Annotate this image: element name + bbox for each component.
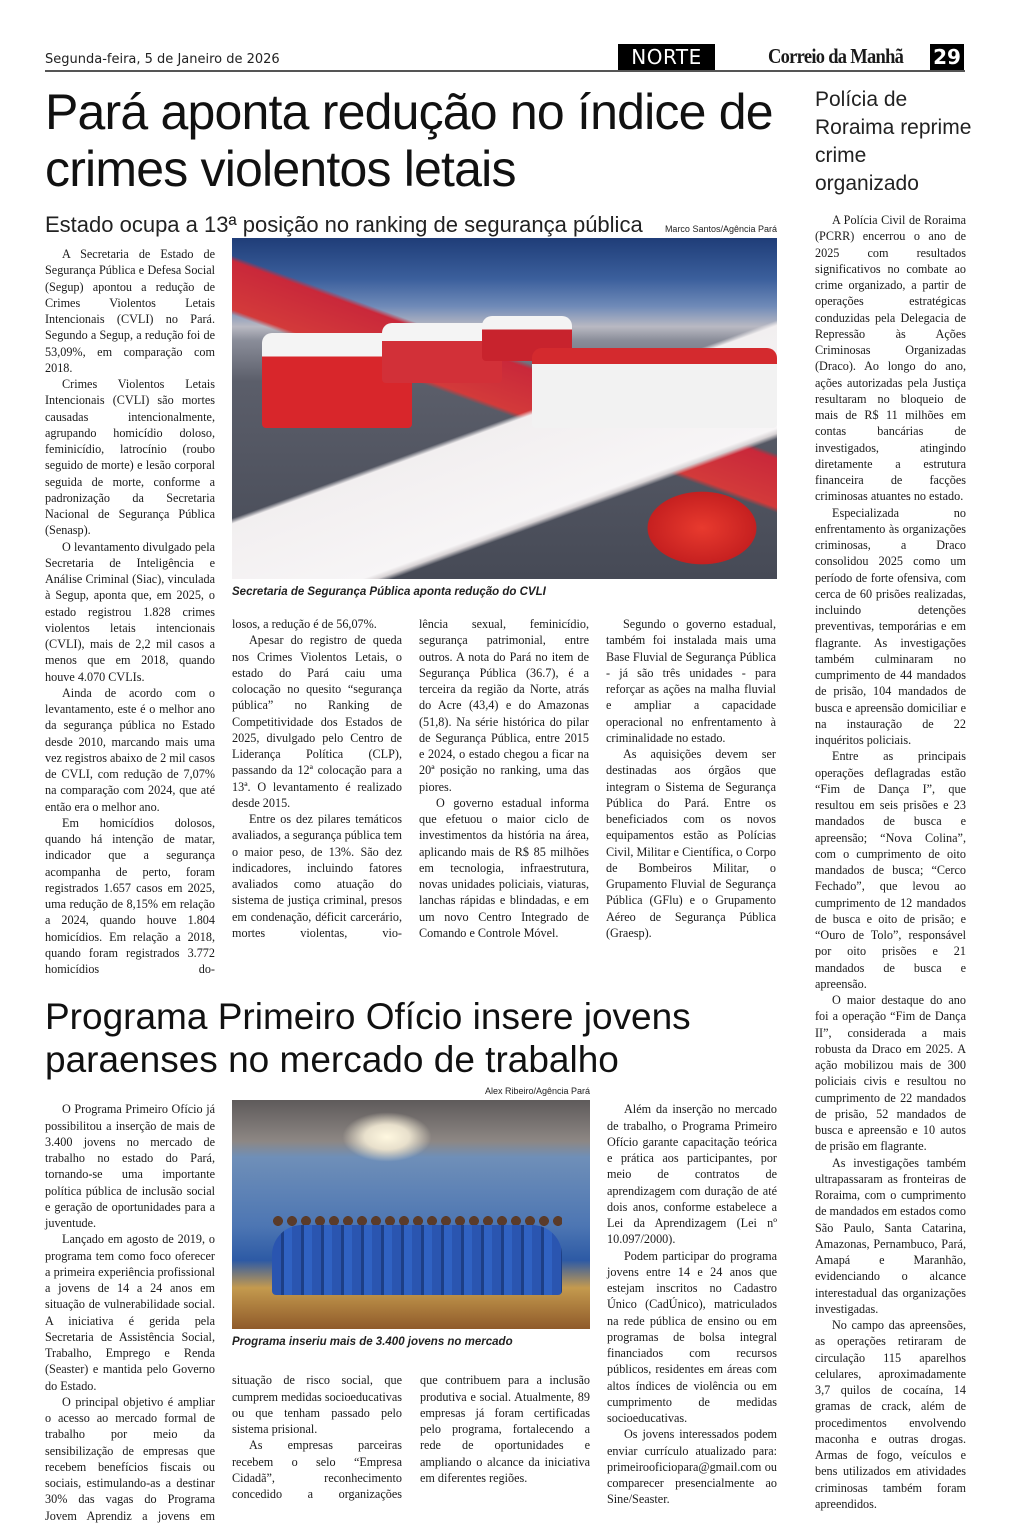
- article1-right-block: [232, 223, 777, 941]
- paragraph: O principal objetivo é ampliar o acesso ao mercado formal de trabalho por meio da sensibilização de empresas que recebem benefícios fiscais ou sociais, estimulando-as a destinar 30% das vagas do Programa Jovem Aprendiz a jovens em: [45, 1394, 215, 1523]
- article1-column-2: [232, 616, 402, 941]
- police-car-image: [532, 348, 777, 428]
- article2-body: [45, 1085, 790, 1524]
- paragraph: O Programa Primeiro Ofício já possibilitou a inserção de mais de 3.400 jovens no mercado de trabalho no estado do Pará, tornando-se uma importante política pública de inclusão social e geração de oportunidades para a juventude.: [45, 1102, 215, 1230]
- paragraph: Segundo o governo estadual, também foi instalada mais uma Base Fluvial de Segurança Pública - já são três unidades - para reforçar as ações na malha fluvial e ampliar a capacidade operacional no enfrentamento à criminalidade no estado.: [606, 617, 776, 745]
- chandelier-image: [342, 1112, 432, 1162]
- paragraph: Entre os dez pilares temáticos avaliados, a segurança pública tem o maior peso, de 13%. São dez indicadores, incluindo fatores avaliados como atuação do sistema de justiça criminal, presos em condenação, déficit carcerário, mortes violentas, vio-: [232, 812, 402, 940]
- paragraph: A Polícia Civil de Roraima (PCRR) encerrou o ano de 2025 com resultados significativos no combate ao crime organizado, a partir de operações estratégicas conduzidas pela Delegacia de Repressão às Ações Criminosas Organizadas (Draco). Ao longo do ano, ações autorizadas pela Justiça resultaram no bloqueio de mais de R$ 11 milhões em contas bancárias de investigados, atingindo diretamente a estrutura financeira de facções criminosas atuantes no estado.: [815, 213, 966, 504]
- paragraph: Além da inserção no mercado de trabalho, o Programa Primeiro Ofício garante capacitação teórica e prática aos participantes, por meio de contratos de aprendizagem com duração de até dois anos, conforme estabelece a Lei da Aprendizagem (Lei nº 10.097/2000).: [607, 1102, 777, 1247]
- paragraph: As investigações também ultrapassaram as fronteiras de Roraima, com o cumprimento de mandados em estados como São Paulo, Santa Catarina, Amazonas, Pernambuco, Pará, Amapá e Maranhão, evidenciando o alcance interestadual das organizações investigadas.: [815, 1155, 966, 1316]
- page-number: 29: [930, 44, 964, 70]
- paragraph: Podem participar do programa jovens entre 14 e 24 anos que estejam inscritos no Cadastro Único (CadÚnico), matriculados na rede pública de ensino ou em programas de bolsa integral financiados com recursos públicos, residentes em áreas com altos índices de violência ou em cumprimento de medidas socioeducativas.: [607, 1248, 777, 1425]
- sidebar: [815, 86, 972, 1512]
- paragraph: O governo estadual informa que efetuou o maior ciclo de investimentos da história na área, aplicando mais de R$ 85 milhões em tecnologia, infraestrutura, novas unidades policiais, viaturas, lanchas rápidas e blindadas, e em um novo Centro Integrado de Comando e Controle Móvel.: [419, 795, 589, 940]
- article1-subtitle: Estado ocupa a 13ª posição no ranking de segurança pública: [45, 212, 643, 237]
- article1-column-3: [419, 616, 589, 941]
- section-label: NORTE: [618, 44, 715, 70]
- article1-column-4: [606, 616, 776, 941]
- article2-lower-columns: [232, 1372, 590, 1502]
- paragraph: losos, a redução é de 56,07%.: [232, 617, 377, 631]
- group-people-image: [272, 1225, 562, 1295]
- paragraph: Especializada no enfrentamento às organizações criminosas, a Draco consolidou 2025 como um período de forte ofensiva, com cerca de 60 prisões realizadas, incluindo detenções preventivas, temporárias e em flagrante. As investigações também culminaram no cumprimento de 44 mandados de prisão, 104 mandados de busca e apreensão domiciliar e na instauração de 22 inquéritos policiais.: [815, 505, 966, 747]
- article2-photo-credit: Alex Ribeiro/Agência Pará: [484, 1086, 590, 1097]
- sidebar-headline: Polícia de Roraima reprime crime organizado: [815, 88, 972, 195]
- article1-photo-credit: Marco Santos/Agência Pará: [664, 224, 777, 234]
- paragraph: O maior destaque do ano foi a operação “Fim de Dança II”, considerada a mais robusta da Draco em 2025. A ação mobilizou mais de 300 policiais civis e resultou no cumprimento de 22 mandados de prisão, 52 mandados de busca e apreensão e 10 autos de prisão em flagrante.: [815, 993, 966, 1154]
- article2-column-4: [607, 1101, 777, 1507]
- article1-lower-columns: [232, 616, 777, 941]
- article2-column-2: [232, 1372, 402, 1502]
- paragraph: Crimes Violentos Letais Intencionais (CVLI) são mortes causadas intencionalmente, agrupando homicídio doloso, feminicídio, latrocínio (roubo seguido de morte) e lesão corporal seguida de morte, conforme a padronização da Secretaria Nacional de Segurança Pública (Senasp).: [45, 377, 215, 538]
- paragraph: A Secretaria de Estado de Segurança Pública e Defesa Social (Segup) apontou a redução de Crimes Violentos Letais Intencionais (CVLI) no Pará. Segundo a Segup, a redução foi de 53,09%, em comparação com 2018.: [45, 247, 215, 375]
- paragraph: situação de risco social, que cumprem medidas socioeducativas ou que tenham passado pelo sistema prisional.: [232, 1373, 402, 1436]
- main-articles: [45, 84, 790, 1524]
- issue-date: Segunda-feira, 5 de Janeiro de 2026: [45, 52, 280, 67]
- sidebar-column: [815, 212, 966, 1512]
- paragraph: Lançado em agosto de 2019, o programa tem como foco oferecer a primeira experiência profissional a jovens de 14 a 24 anos em situação de vulnerabilidade social. A iniciativa é gerida pela Secretaria de Assistência Social, Trabalho, Emprego e Renda (Seaster) e mantida pelo Governo do Estado.: [45, 1232, 215, 1393]
- article2-column-3: [420, 1372, 590, 1502]
- article1-headline: Pará aponta redução no índice de crimes violentos letais: [45, 84, 773, 197]
- paragraph: lência sexual, feminicídio, segurança patrimonial, entre outros. A nota do Pará no item de Segurança Pública (36.7), é a terceira da região da Norte, atrás do Acre (43,4) e do Amazonas (51,8). Na série histórica do pilar de Segurança Pública, entre 2015 e 2024, o estado chegou a ficar na 20ª posição no ranking, uma das piores.: [419, 617, 589, 794]
- paragraph: Os jovens interessados podem enviar currículo atualizado para: primeirooficiopara@gmail.com ou comparecer presencialmente ao Sine/Seaster.: [607, 1427, 777, 1507]
- paragraph: No campo das apreensões, as operações retiraram de circulação 115 aparelhos celulares, aproximadamente 3,7 quilos de cocaína, 14 gramas de crack, além de procedimentos envolvendo maconha e outras drogas. Armas de fogo, veículos e bens utilizados em atividades criminosas também foram apreendidos.: [815, 1318, 966, 1511]
- paragraph: As empresas parceiras recebem o selo “Empresa Cidadã”, reconhecimento concedido a organizações: [232, 1438, 402, 1501]
- paragraph: Apesar do registro de queda nos Crimes Violentos Letais, o estado do Pará caiu uma colocação no quesito “segurança pública” no Ranking de Competitividade dos Estados de 2025, divulgado pelo Centro de Liderança Política (CLP), passando da 12ª colocação para a 13ª. O levantamento é realizado desde 2015.: [232, 633, 402, 810]
- article2-photo-group: [232, 1100, 590, 1329]
- paragraph: Em homicídios dolosos, quando há intenção de matar, indicador que a segurança acompanha de perto, foram registrados 1.657 casos em 2025, uma redução de 8,15% em relação a 2024, quando houve 1.804 homicídios. Em relação a 2018, quando foram registrados 3.772 homicídios do-: [45, 815, 215, 976]
- paragraph: que contribuem para a inclusão produtiva e social. Atualmente, 89 empresas já foram certificadas pelo programa, fortalecendo a rede de oportunidades e ampliando o alcance da iniciativa em diferentes regiões.: [420, 1373, 590, 1485]
- article2-photo-caption: Programa inseriu mais de 3.400 jovens no mercado: [232, 1336, 513, 1349]
- paragraph: As aquisições devem ser destinadas aos órgãos que integram o Sistema de Segurança Pública do Pará. Entre os beneficiados com os novos equipamentos estão as Polícias Civil, Militar e Científica, o Corpo de Bombeiros Militar, o Grupamento Fluvial de Segurança Pública (GFlu) e o Grupamento Aéreo de Segurança Pública (Graesp).: [606, 747, 776, 940]
- article1-column-1: [45, 246, 215, 977]
- article2-middle-block: [232, 1085, 590, 1502]
- header-rule: [45, 70, 965, 72]
- paragraph: Entre as principais operações deflagradas estão “Fim de Dança I”, que resultou em seis prisões e 23 mandados de busca e apreensão; “Nova Colina”, com o cumprimento de oito mandados de busca; “Cerco Fechado”, que levou ao cumprimento de 12 mandados de busca e oito de prisão; e “Ouro de Tolo”, responsável por oito prisões e 21 mandados de busca e apreensão.: [815, 749, 966, 991]
- paragraph: O levantamento divulgado pela Secretaria de Inteligência e Análise Criminal (Siac), vinculada à Segup, aponta que, em 2025, o estado registrou 1.828 crimes violentos letais intencionais (CVLI), mais de 2,2 mil casos a menos que em 2018, quando houve 4.070 CVLIs.: [45, 539, 215, 684]
- article1-photo-police-cars: [232, 238, 777, 579]
- newspaper-logo: Correio da Manhã: [768, 44, 904, 68]
- article2-headline: Programa Primeiro Ofício insere jovens paraenses no mercado de trabalho: [45, 996, 691, 1081]
- paragraph: Ainda de acordo com o levantamento, este é o melhor ano da segurança pública no Estado desde 2010, marcando mais uma vez registros abaixo de 2 mil casos de CVLI, com redução de 7,07% na comparação com 2024, que até então era o melhor ano.: [45, 685, 215, 814]
- article2-column-1: [45, 1101, 215, 1524]
- article1-photo-caption: Secretaria de Segurança Pública aponta redução do CVLI: [232, 586, 546, 598]
